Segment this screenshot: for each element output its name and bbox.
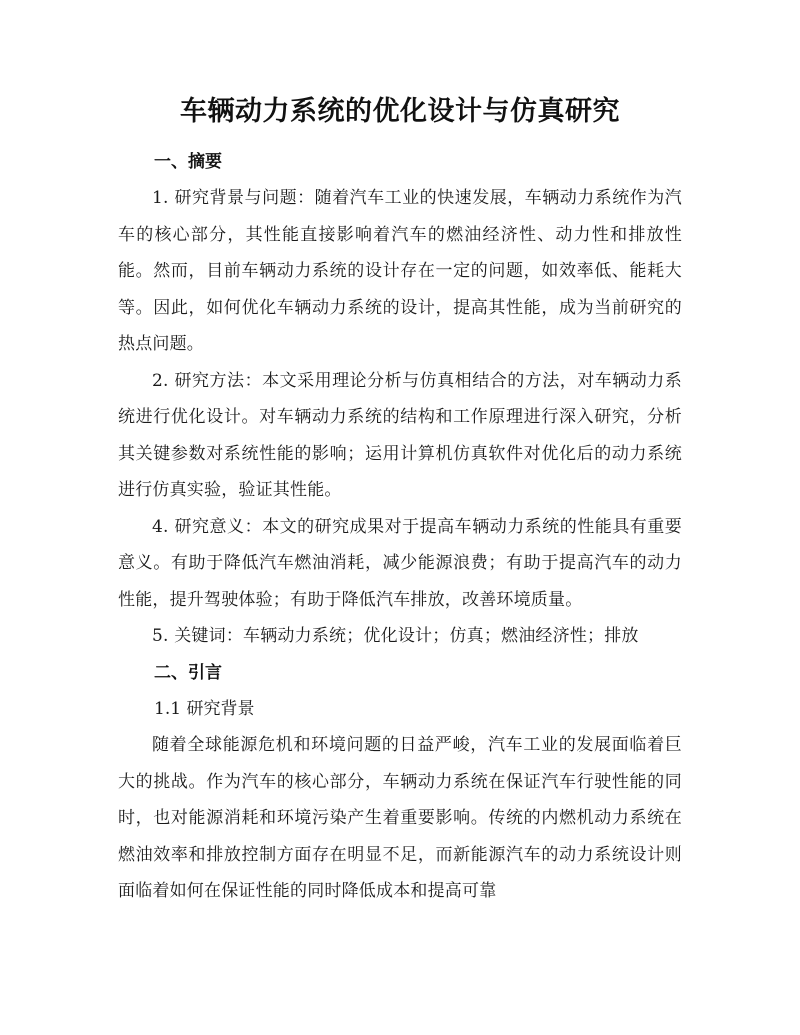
abstract-paragraph-method: 2. 研究方法：本文采用理论分析与仿真相结合的方法，对车辆动力系统进行优化设计。对车辆动力系统的结构和工作原理进行深入研究，分析其关键参数对系统性能的影响；运用计算机仿真软件对优化后的动力系统进行仿真实验，验证其性能。 — [118, 370, 682, 500]
subsection-heading-background: 1.1 研究背景 — [154, 698, 255, 719]
introduction-paragraph: 随着全球能源危机和环境问题的日益严峻，汽车工业的发展面临着巨大的挑战。作为汽车的核心部分，车辆动力系统在保证汽车行驶性能的同时，也对能源消耗和环境污染产生着重要影响。传统的内燃机动力系统在燃油效率和排放控制方面存在明显不足，而新能源汽车的动力系统设计则面临着如何在保证性能的同时降低成本和提高可靠 — [118, 735, 682, 901]
section-heading-abstract: 一、摘要 — [154, 152, 222, 172]
abstract-paragraph-background: 1. 研究背景与问题：随着汽车工业的快速发展，车辆动力系统作为汽车的核心部分，其性能直接影响着汽车的燃油经济性、动力性和排放性能。然而，目前车辆动力系统的设计存在一定的问题，如效率低、能耗大等。因此，如何优化车辆动力系统的设计，提高其性能，成为当前研究的热点问题。 — [118, 188, 682, 354]
section-heading-introduction: 二、引言 — [154, 662, 222, 683]
document-title: 车辆动力系统的优化设计与仿真研究 — [180, 96, 620, 127]
abstract-paragraph-keywords: 5. 关键词：车辆动力系统；优化设计；仿真；燃油经济性；排放 — [152, 626, 639, 646]
abstract-paragraph-significance: 4. 研究意义：本文的研究成果对于提高车辆动力系统的性能具有重要意义。有助于降低汽车燃油消耗，减少能源浪费；有助于提高汽车的动力性能，提升驾驶体验；有助于降低汽车排放，改善环境质量。 — [118, 516, 682, 610]
